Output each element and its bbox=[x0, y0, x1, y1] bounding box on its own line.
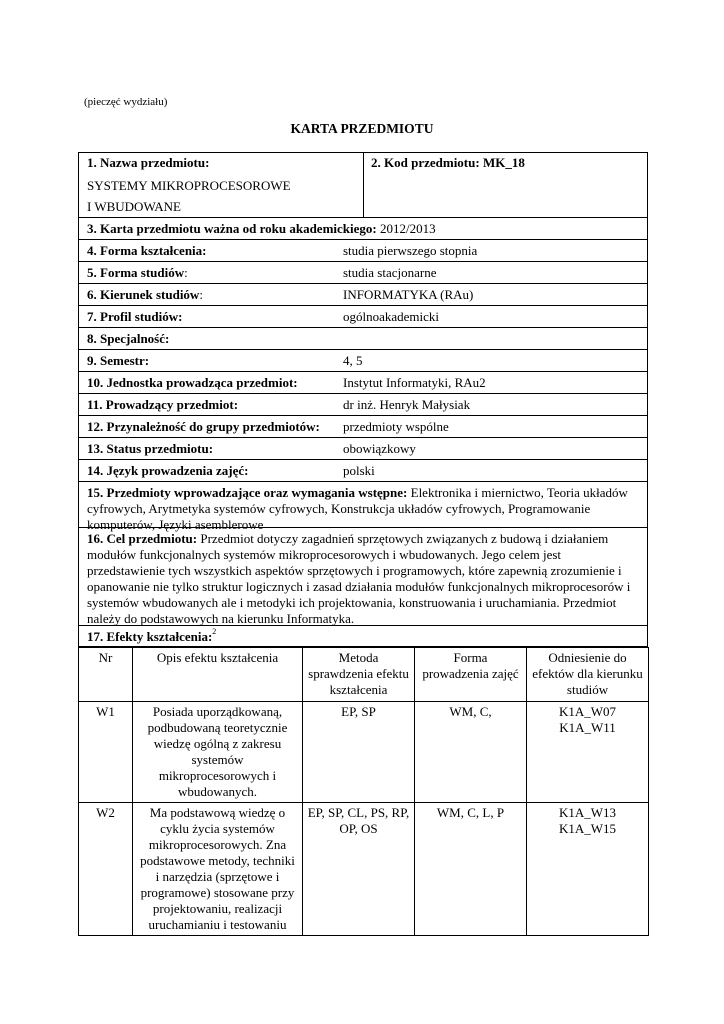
field-row bbox=[78, 438, 648, 460]
footnote-marker: 2 bbox=[212, 627, 217, 636]
faculty-stamp-label: (pieczęć wydziału) bbox=[84, 96, 168, 108]
header-method: Metoda sprawdzenia efektu kształcenia bbox=[303, 648, 415, 702]
validity-value: 2012/2013 bbox=[379, 221, 436, 236]
field-row bbox=[78, 328, 648, 350]
field-label: 11. Prowadzący przedmiot: bbox=[87, 397, 239, 412]
code-label: 2. Kod przedmiotu: MK_18 bbox=[371, 155, 525, 170]
row-form: WM, C, L, P bbox=[415, 803, 527, 936]
table-header-row bbox=[79, 648, 649, 702]
learning-outcomes-table bbox=[78, 647, 649, 936]
field-value: 4, 5 bbox=[343, 353, 363, 368]
table-row bbox=[79, 702, 649, 803]
name-value-line2: I WBUDOWANE bbox=[87, 199, 181, 214]
header-nr: Nr bbox=[79, 648, 133, 702]
field-value: polski bbox=[343, 463, 375, 478]
course-goal-section bbox=[78, 528, 648, 626]
row-method: EP, SP, CL, PS, RP, OP, OS bbox=[303, 803, 415, 936]
name-value-line1: SYSTEMY MIKROPROCESOROWE bbox=[87, 178, 291, 193]
field-label: 12. Przynależność do grupy przedmiotów: bbox=[87, 419, 320, 434]
field-value: INFORMATYKA (RAu) bbox=[343, 287, 474, 302]
field-value: przedmioty wspólne bbox=[343, 419, 449, 434]
field-label: 10. Jednostka prowadząca przedmiot: bbox=[87, 375, 298, 390]
row-method: EP, SP bbox=[303, 702, 415, 803]
course-goal-text: Przedmiot dotyczy zagadnień sprzętowych związanych z budową i działaniem modułów funkcjonalnych systemów mikroprocesorowych i wbudowanych. Jego celem jest przedstawienie tych wszystkich aspektów sprzętowych i programowych, które zapewnią zrozumienie i opanowanie nie tylko struktur logicznych i zasad działania modułów funkcjonalnych mikroprocesorów i systemów wbudowanych ale i metodyki ich projektowania, konstruowania i uruchamiania. Przedmiot należy do podstawowych na kierunku Informatyka. bbox=[87, 531, 631, 626]
field-label: 4. Forma kształcenia: bbox=[87, 243, 207, 258]
table-row bbox=[79, 803, 649, 936]
header-form: Forma prowadzenia zajęć bbox=[415, 648, 527, 702]
row-form: WM, C, bbox=[415, 702, 527, 803]
field-row bbox=[78, 394, 648, 416]
field-row bbox=[78, 306, 648, 328]
field-row bbox=[78, 416, 648, 438]
prerequisites-section bbox=[78, 482, 648, 532]
field-value: ogólnoakademicki bbox=[343, 309, 440, 324]
field-value: studia pierwszego stopnia bbox=[343, 243, 478, 258]
field-label: 7. Profil studiów: bbox=[87, 309, 183, 324]
row-reference: K1A_W13 K1A_W15 bbox=[527, 803, 649, 936]
field-row bbox=[78, 262, 648, 284]
prerequisites-label: 15. Przedmioty wprowadzające oraz wymagania wstępne: bbox=[87, 485, 408, 500]
row-description: Ma podstawową wiedzę o cyklu życia systemów mikroprocesorowych. Zna podstawowe metody, techniki i narzędzia (sprzętowe i programowe) stosowane przy projektowaniu, realizacji uruchamianiu i testowaniu bbox=[133, 803, 303, 936]
field-label: 9. Semestr: bbox=[87, 353, 150, 368]
field-value: dr inż. Henryk Małysiak bbox=[343, 397, 471, 412]
course-goal-label: 16. Cel przedmiotu: bbox=[87, 531, 198, 546]
row-description: Posiada uporządkowaną, podbudowaną teoretycznie wiedzę ogólną z zakresu systemów mikroprocesorowych i wbudowanych. bbox=[133, 702, 303, 803]
subject-header bbox=[78, 152, 648, 218]
field-row bbox=[78, 350, 648, 372]
field-row bbox=[78, 240, 648, 262]
field-label: 5. Forma studiów: bbox=[87, 265, 188, 280]
learning-outcomes-row bbox=[78, 626, 648, 647]
field-label: 14. Język prowadzenia zajęć: bbox=[87, 463, 249, 478]
field-label: 6. Kierunek studiów: bbox=[87, 287, 203, 302]
field-label: 8. Specjalność: bbox=[87, 331, 170, 346]
field-value: Instytut Informatyki, RAu2 bbox=[343, 375, 486, 390]
row-nr: W2 bbox=[79, 803, 133, 936]
row-nr: W1 bbox=[79, 702, 133, 803]
field-value: studia stacjonarne bbox=[343, 265, 437, 280]
name-cell bbox=[79, 153, 364, 217]
row-reference: K1A_W07 K1A_W11 bbox=[527, 702, 649, 803]
field-label: 13. Status przedmiotu: bbox=[87, 441, 214, 456]
field-row bbox=[78, 460, 648, 482]
field-value: obowiązkowy bbox=[343, 441, 416, 456]
validity-label: 3. Karta przedmiotu ważna od roku akademickiego: 2012/2013 bbox=[87, 221, 436, 236]
header-description: Opis efektu kształcenia bbox=[133, 648, 303, 702]
learning-outcomes-label: 17. Efekty kształcenia:$^2$ bbox=[87, 627, 217, 644]
header-reference: Odniesienie do efektów dla kierunku studiów bbox=[527, 648, 649, 702]
prerequisites-text: Elektronika i miernictwo, Teoria układów cyfrowych, Arytmetyka systemów cyfrowych, Konstrukcja układów cyfrowych, Programowanie komputerów, Języki asemblerowe bbox=[87, 485, 628, 532]
field-row bbox=[78, 284, 648, 306]
name-label: 1. Nazwa przedmiotu: bbox=[87, 155, 210, 170]
page-title: KARTA PRZEDMIOTU bbox=[290, 121, 434, 136]
validity-row bbox=[78, 218, 648, 240]
field-row bbox=[78, 372, 648, 394]
